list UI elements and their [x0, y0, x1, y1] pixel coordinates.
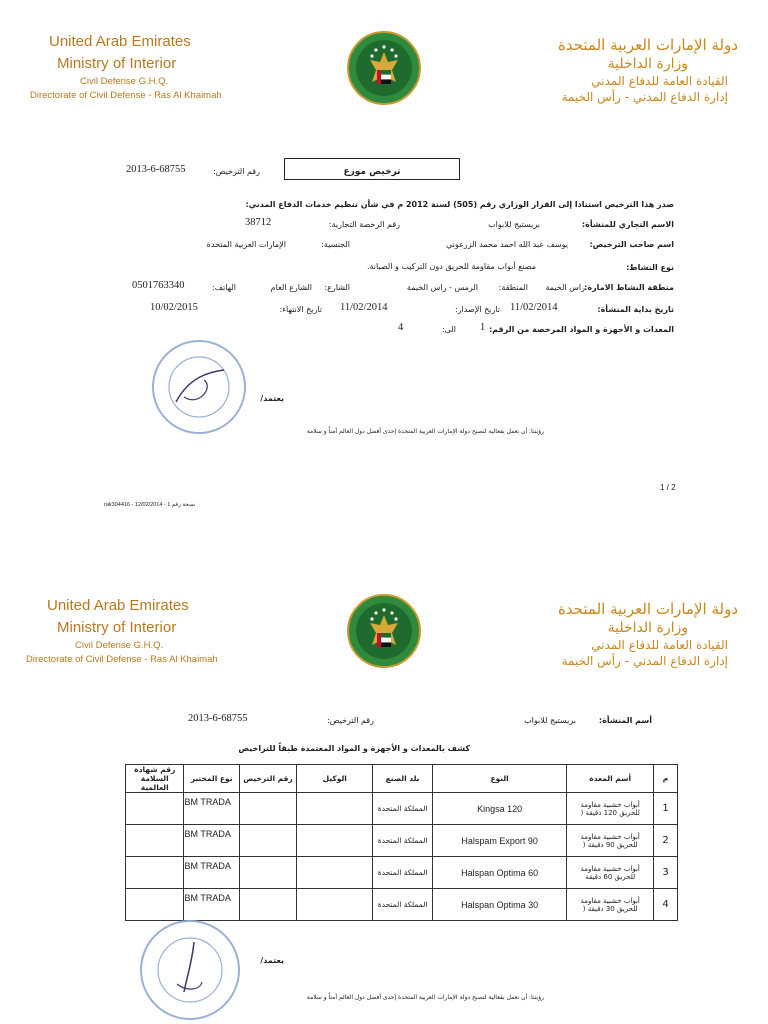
row-agent — [297, 825, 373, 857]
emirate: راس الخيمة — [545, 283, 585, 292]
area: الرمس - راس الخيمة — [406, 283, 478, 292]
nationality-label: الجنسية: — [321, 240, 350, 249]
row-type: Kingsa 120 — [432, 793, 567, 825]
table-row — [126, 825, 678, 857]
header2-ar-line2: وزارة الداخلية — [607, 620, 688, 636]
approved-label: يعتمد/ — [260, 394, 284, 403]
phone: 0501763340 — [132, 280, 185, 291]
facility-name: بريستيج للابواب — [524, 716, 576, 725]
header-en-line2: Ministry of Interior — [57, 55, 177, 72]
header2-en-line1: United Arab Emirates — [47, 597, 189, 614]
table-body — [126, 793, 678, 921]
footer-ref: rak304416 - 12/02/2014 - نسخة رقم 1 — [104, 502, 196, 508]
trade-name: بريستيج للابواب — [488, 220, 540, 229]
street: الشارع العام — [270, 283, 312, 292]
row-country: المملكة المتحدة — [373, 889, 432, 921]
row-license — [239, 825, 296, 857]
row-type: Halspam Export 90 — [432, 825, 567, 857]
vision-text: رؤيتنا: أن نعمل بفعالية لتصبح دولة الإمارات العربية المتحدة إحدى أفضل دول العالم أمناً و سلامة — [306, 428, 544, 435]
trade-license-label: رقم الرخصة التجارية: — [328, 220, 400, 229]
table-row — [126, 793, 678, 825]
emirate-label: منطقة النشاط الامارة: — [584, 283, 674, 292]
row-item: أبواب خشبية مقاومة للحريق 120 دقيقة ( — [567, 793, 654, 825]
issue-date-label: تاريخ الإصدار: — [454, 305, 500, 314]
row-agent — [297, 857, 373, 889]
start-date-label: تاريخ بداية المنشأة: — [597, 305, 674, 314]
page-number: 1 / 2 — [660, 483, 676, 492]
activity: مصنع أبواب مقاومة للحريق دون التركيب و الصيانة. — [366, 262, 536, 271]
row-no: 1 — [654, 793, 678, 825]
row-agent — [297, 793, 373, 825]
row-cert — [126, 825, 184, 857]
start-date: 11/02/2014 — [510, 302, 558, 313]
official-stamp-icon — [152, 340, 246, 434]
table-row — [126, 889, 678, 921]
issue-date: 11/02/2014 — [340, 302, 388, 313]
equipment-to-label: الى: — [441, 325, 456, 334]
row-country: المملكة المتحدة — [373, 793, 432, 825]
col-no: م — [654, 765, 678, 793]
header2-en-line4: Directorate of Civil Defense - Ras Al Khaimah — [26, 654, 218, 665]
row-license — [239, 857, 296, 889]
row-no: 4 — [654, 889, 678, 921]
header-en-line1: United Arab Emirates — [49, 33, 191, 50]
facility-label: أسم المنشأة: — [598, 716, 652, 725]
license-type-box — [284, 158, 460, 180]
row-lab: BM TRADA — [184, 857, 239, 889]
row-no: 3 — [654, 857, 678, 889]
row-license — [239, 793, 296, 825]
license-no-label: رقم الترخيص: — [213, 167, 260, 176]
header2-en-line3: Civil Defense G.H.Q. — [75, 640, 164, 651]
row-no: 2 — [654, 825, 678, 857]
vision-text-2: رؤيتنا: أن نعمل بفعالية لتصبح دولة الإمارات العربية المتحدة إحدى أفضل دول العالم أمناً و سلامة — [306, 994, 544, 1001]
header-ar-line3: القيادة العامة للدفاع المدني — [591, 74, 728, 88]
equipment-to: 4 — [398, 322, 404, 333]
table-title: كشف بالمعدات و الأجهزة و المواد المعتمدة طبقاً للتراخيص — [238, 744, 470, 753]
expiry-date: 10/02/2015 — [150, 302, 198, 313]
nationality: الإمارات العربية المتحدة — [206, 240, 286, 249]
row-agent — [297, 889, 373, 921]
header-en-line4: Directorate of Civil Defense - Ras Al Khaimah — [30, 90, 222, 101]
street-label: الشارع: — [324, 283, 350, 292]
approved-label-2: يعتمد/ — [260, 956, 284, 965]
row-country: المملكة المتحدة — [373, 825, 432, 857]
license-no-label-2: رقم الترخيص: — [327, 716, 374, 725]
row-type: Halspan Optima 30 — [432, 889, 567, 921]
header-ar-line4: إدارة الدفاع المدني - رأس الخيمة — [561, 90, 728, 104]
col-item: أسم المعدة — [567, 765, 654, 793]
col-type: النوع — [432, 765, 567, 793]
area-label: المنطقة: — [498, 283, 528, 292]
header-ar-line2: وزارة الداخلية — [607, 56, 688, 72]
owner-label: اسم صاحب الترخيص: — [589, 240, 674, 249]
trade-name-label: الاسم التجاري للمنشأة: — [581, 220, 674, 229]
license-no-2: 2013-6-68755 — [188, 713, 248, 724]
col-cert: رقم شهادة السلامة العالمية — [126, 765, 184, 793]
row-item: أبواب خشبية مقاومة للحريق 60 دقيقة — [567, 857, 654, 889]
col-lab: نوع المختبر — [184, 765, 239, 793]
activity-label: نوع النشاط: — [626, 263, 674, 272]
header2-ar-line3: القيادة العامة للدفاع المدني — [591, 638, 728, 652]
col-license: رقم الترخيص — [239, 765, 296, 793]
row-cert — [126, 793, 184, 825]
row-type: Halspan Optima 60 — [432, 857, 567, 889]
equipment-table — [125, 764, 678, 921]
header2-ar-line1: دولة الإمارات العربية المتحدة — [557, 600, 738, 618]
row-lab: BM TRADA — [184, 793, 239, 825]
phone-label: الهاتف: — [212, 283, 236, 292]
equipment-from: 1 — [480, 322, 486, 333]
equipment-label: المعدات و الأجهزة و المواد المرخصة من الرقم: — [488, 325, 674, 334]
header-ar-line1: دولة الإمارات العربية المتحدة — [557, 36, 738, 54]
expiry-date-label: تاريخ الانتهاء: — [279, 305, 322, 314]
row-item: أبواب خشبية مقاومة للحريق 30 دقيقة ( — [567, 889, 654, 921]
header2-ar-line4: إدارة الدفاع المدني - رأس الخيمة — [561, 654, 728, 668]
table-row — [126, 857, 678, 889]
row-lab: BM TRADA — [184, 825, 239, 857]
header-en-line3: Civil Defense G.H.Q. — [80, 76, 169, 87]
uae-emblem-icon — [346, 30, 422, 106]
row-license — [239, 889, 296, 921]
official-stamp-icon-2 — [140, 920, 240, 1020]
row-cert — [126, 857, 184, 889]
license-no: 2013-6-68755 — [126, 164, 186, 175]
row-cert — [126, 889, 184, 921]
row-item: أبواب خشبية مقاومة للحريق 90 دقيقة ( — [567, 825, 654, 857]
row-lab: BM TRADA — [184, 889, 239, 921]
trade-license: 38712 — [245, 217, 272, 228]
intro-text: صدر هذا الترخيص استنادا إلى القرار الوزاري رقم (505) لسنة 2012 م في شأن تنظيم خدمات الدفاع المدني: — [245, 200, 674, 209]
uae-emblem-icon-2 — [346, 593, 422, 669]
col-country: بلد الصنع — [373, 765, 432, 793]
row-country: المملكة المتحدة — [373, 857, 432, 889]
col-agent: الوكيل — [297, 765, 373, 793]
license-type: ترخيص موزع — [343, 167, 401, 177]
owner: يوسف عبد الله احمد محمد الزرعوني — [445, 240, 568, 249]
header2-en-line2: Ministry of Interior — [57, 619, 177, 636]
